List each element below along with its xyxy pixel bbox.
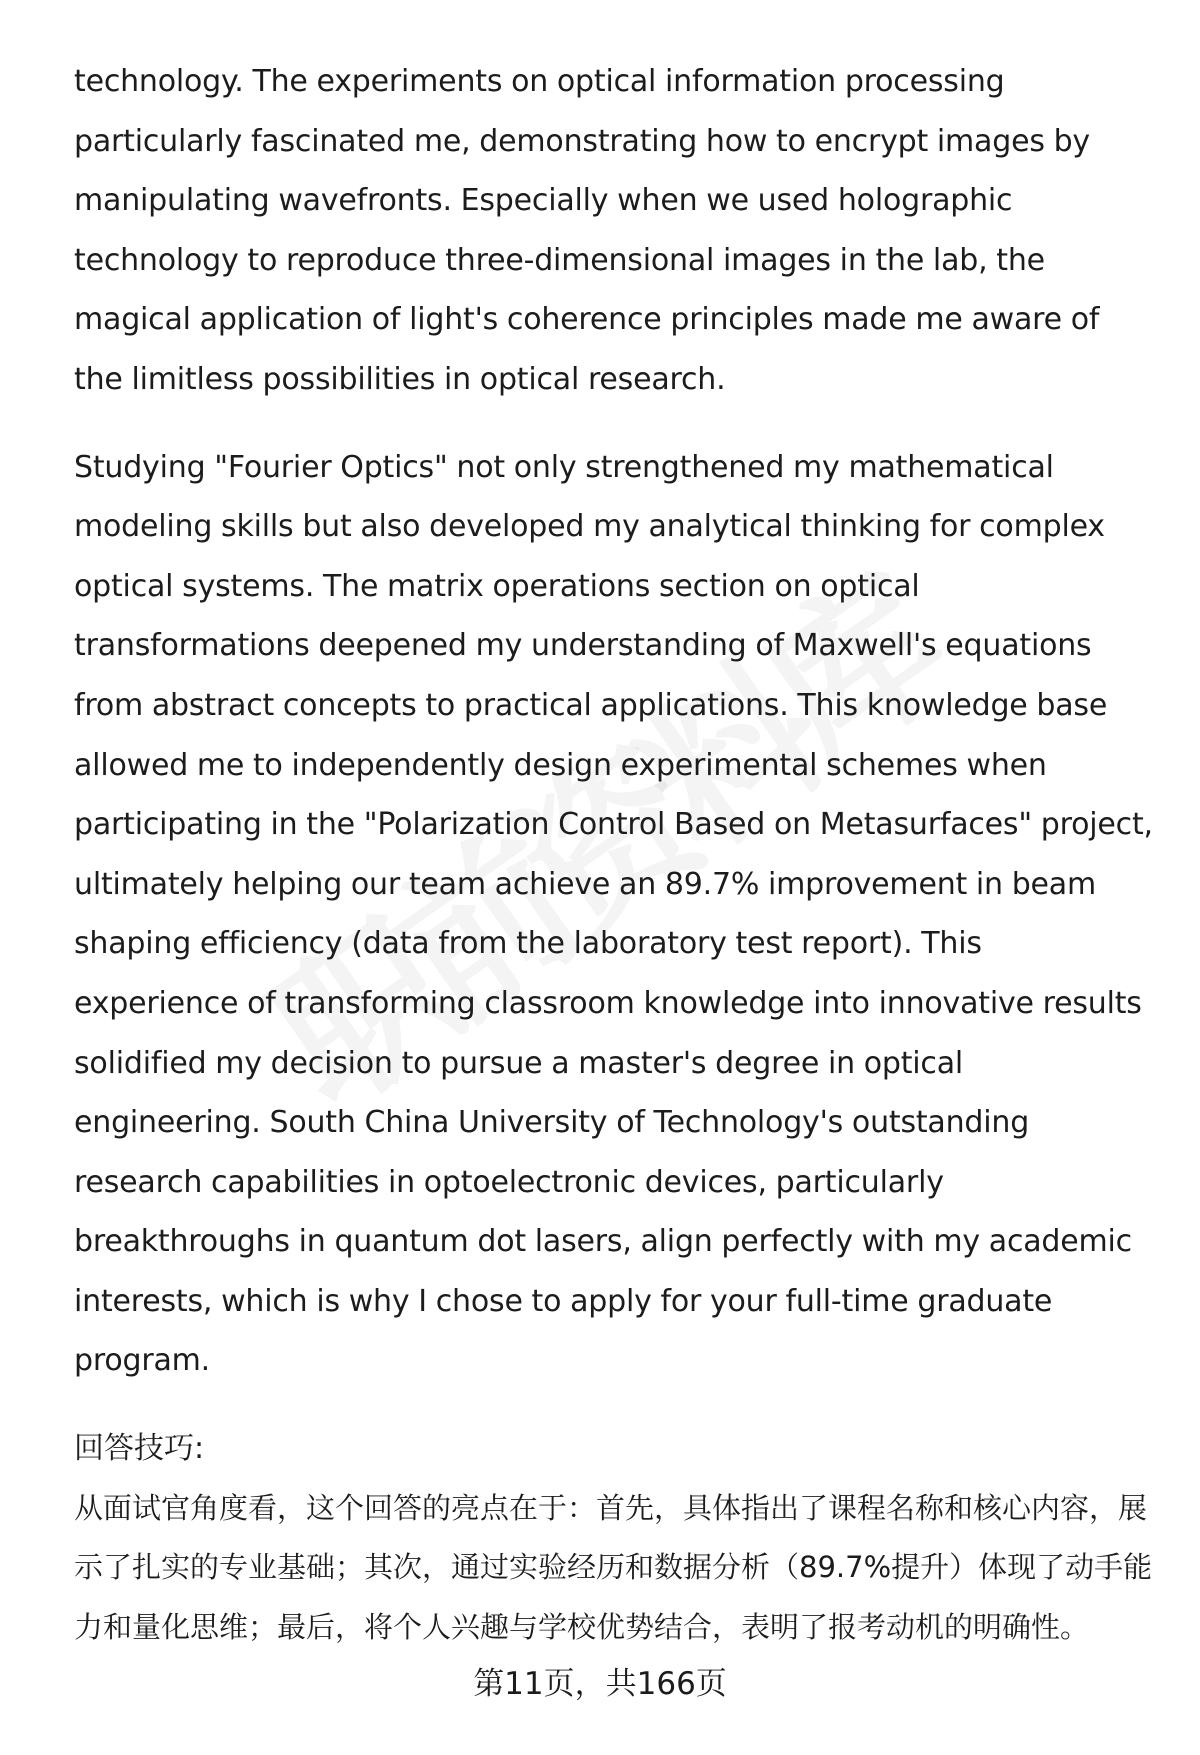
body-paragraph-1: technology. The experiments on optical information processing particularly fascinated me, demonstrating how to encrypt images by manipulating wavefronts. Especially when we used holographic technology to reproduce three-dimensional images in the lab, the magical application of light's coherence principles made me aware of the limitless possibilities in optical research. — [74, 64, 1100, 397]
main-content — [74, 52, 1154, 1657]
tips-heading: 回答技巧: — [74, 1431, 205, 1467]
page-number-footer: 第11页，共166页 — [473, 1666, 727, 1702]
answer-tips-section — [74, 1419, 1154, 1657]
body-paragraph-2: Studying "Fourier Optics" not only strengthened my mathematical modeling skills but also developed my analytical thinking for complex optical systems. The matrix operations section on optical transformations deepened my understanding of Maxwell's equations from abstract concepts to practical applications. This knowledge base allowed me to independently design experimental schemes when participating in the "Polarization Control Based on Metasurfaces" project, ultimately helping our team achieve an 89.7% improvement in beam shaping efficiency (data from the laboratory test report). This experience of transforming classroom knowledge into innovative results solidified my decision to pursue a master's degree in optical engineering. South China University of Technology's outstanding research capabilities in optoelectronic devices, particularly breakthroughs in quantum dot lasers, align perfectly with my academic interests, which is why I chose to apply for your full-time graduate program. — [74, 449, 1153, 1379]
tips-body: 从面试官角度看，这个回答的亮点在于：首先，具体指出了课程名称和核心内容，展示了扎实的专业基础；其次，通过实验经历和数据分析（89.7%提升）体现了动手能力和量化思维；最后，将个人兴趣与学校优势结合，表明了报考动机的明确性。 — [74, 1490, 1153, 1644]
